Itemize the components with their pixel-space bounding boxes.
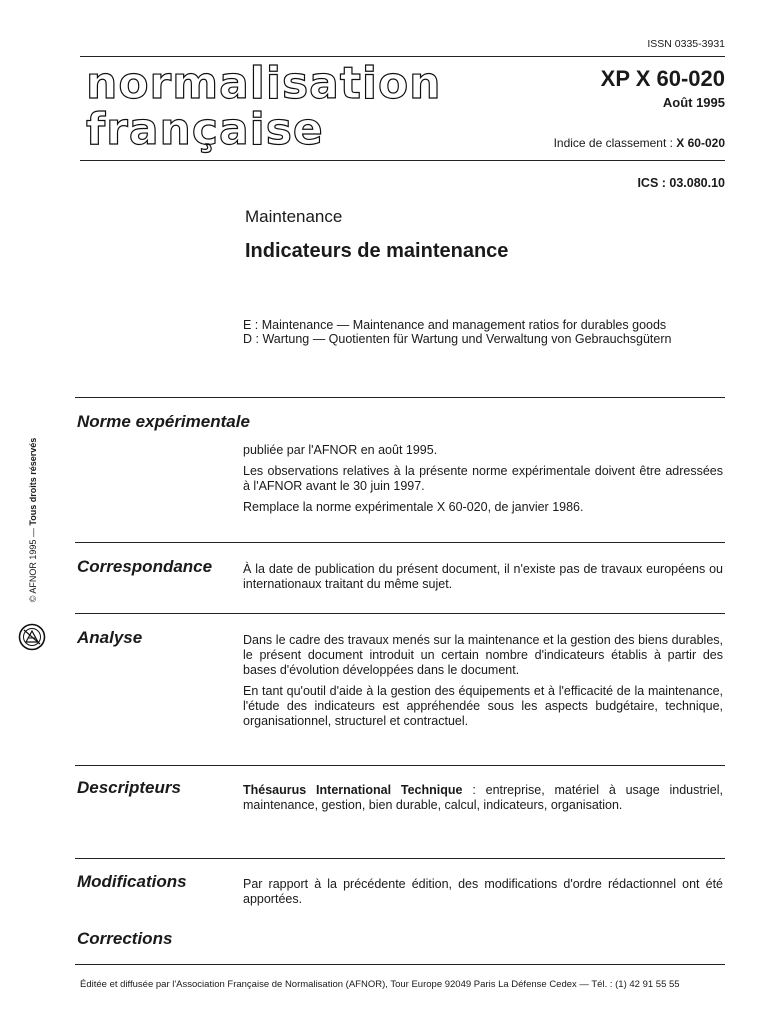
copyright-notice xyxy=(28,438,38,603)
section-rule xyxy=(75,613,725,614)
analyse-paragraph: Dans le cadre des travaux menés sur la maintenance et la gestion des biens durables, le présent document introduit un certain nombre d'indicateurs établis à partir des bases d'évolution développées dans le document. xyxy=(243,633,723,677)
descripteurs-text: : entreprise, matériel à usage industriel, maintenance, gestion, bien durable, calcul, indicateurs, organisation. xyxy=(243,783,723,812)
section-rule xyxy=(75,542,725,543)
section-body-norme xyxy=(243,443,723,521)
rights-text: Tous droits réservés xyxy=(28,437,38,526)
classement-index xyxy=(460,136,725,150)
ics-code: ICS : 03.080.10 xyxy=(637,176,725,190)
section-rule xyxy=(75,858,725,859)
copyright-text: © AFNOR 1995 — xyxy=(28,525,38,603)
translation-german: D : Wartung — Quotienten für Wartung und Verwaltung von Gebrauchsgütern xyxy=(243,332,672,346)
translation-english: E : Maintenance — Maintenance and management ratios for durables goods xyxy=(243,318,667,332)
norme-paragraph: publiée par l'AFNOR en août 1995. xyxy=(243,443,438,457)
analyse-paragraph: En tant qu'outil d'aide à la gestion des équipements et à l'efficacité de la maintenance, l'étude des indicateurs est appréhendée sous les aspects budgétaire, technique, organisationnel, structurel et contractuel. xyxy=(243,684,723,728)
header-rule-bottom xyxy=(80,160,725,161)
thesaurus-label: Thésaurus International Technique xyxy=(243,783,463,797)
section-rule xyxy=(75,765,725,766)
document-title: Indicateurs de maintenance xyxy=(245,240,509,262)
section-heading-norme: Norme expérimentale xyxy=(77,412,250,431)
descripteurs-paragraph xyxy=(243,783,723,813)
section-rule xyxy=(75,397,725,398)
brand-line-1: normalisation xyxy=(86,58,442,109)
classement-value: X 60-020 xyxy=(676,136,725,150)
header-rule-top xyxy=(80,56,725,57)
modifications-paragraph: Par rapport à la précédente édition, des modifications d'ordre rédactionnel ont été apportées. xyxy=(243,877,723,906)
footer-publisher: Éditée et diffusée par l'Association Française de Normalisation (AFNOR), Tour Europe 92049 Paris La Défense Cedex — Tél. : (1) 42 91 55 55 xyxy=(80,979,680,990)
footer-rule xyxy=(75,964,725,965)
section-heading-corrections: Corrections xyxy=(77,929,173,948)
classement-label: Indice de classement : xyxy=(553,136,677,150)
brand-line-2: française xyxy=(86,104,324,155)
section-body-analyse xyxy=(243,633,723,735)
section-heading-modifications: Modifications xyxy=(77,872,187,891)
afnor-seal-icon xyxy=(18,623,46,651)
norme-paragraph: Remplace la norme expérimentale X 60-020, de janvier 1986. xyxy=(243,500,584,514)
section-body-modifications xyxy=(243,877,723,913)
issn-number: ISSN 0335-3931 xyxy=(647,38,725,50)
publication-date: Août 1995 xyxy=(662,95,725,110)
section-heading-analyse: Analyse xyxy=(77,628,143,647)
standard-reference: XP X 60-020 xyxy=(600,66,725,91)
section-heading-descripteurs: Descripteurs xyxy=(77,778,181,797)
correspondance-paragraph: À la date de publication du présent document, il n'existe pas de travaux européens ou internationaux traitant du même sujet. xyxy=(243,562,723,591)
norme-paragraph: Les observations relatives à la présente norme expérimentale doivent être adressées à l'AFNOR avant le 30 juin 1997. xyxy=(243,464,723,493)
section-body-correspondance xyxy=(243,562,723,598)
section-heading-correspondance: Correspondance xyxy=(77,557,213,576)
section-body-descripteurs xyxy=(243,783,723,819)
document-subject: Maintenance xyxy=(245,207,343,226)
